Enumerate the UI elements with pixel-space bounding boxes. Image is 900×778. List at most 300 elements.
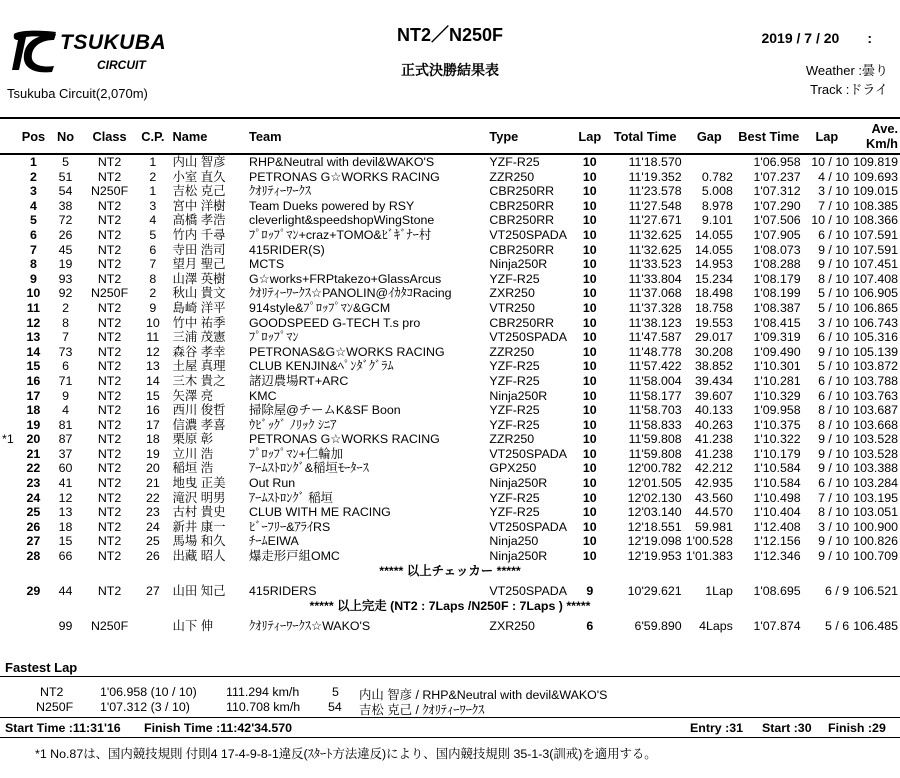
cell-no: 71 xyxy=(58,373,73,388)
cell-best-time: 1'07.905 xyxy=(753,227,801,242)
cell-type: Ninja250 xyxy=(489,534,539,549)
cell-name: 内山 智彦 xyxy=(172,155,226,169)
cell-team: 掃除屋@チームK&SF Boon xyxy=(249,403,401,418)
footer-bottom-divider xyxy=(0,737,900,738)
cell-team: 914style&ﾌﾟﾛｯﾌﾟﾏﾝ&GCM xyxy=(249,300,391,315)
cell-team: ﾁｰﾑEIWA xyxy=(249,534,299,549)
cell-best-time: 1'10.281 xyxy=(753,373,801,388)
cell-total-time: 11'48.778 xyxy=(628,344,682,359)
cell-name: 西川 俊哲 xyxy=(172,403,226,418)
cell-cp: 26 xyxy=(145,549,160,564)
cell-cp: 5 xyxy=(149,227,157,242)
cell-pos: 21 xyxy=(26,446,41,461)
cell-total-time: 11'19.352 xyxy=(628,169,682,184)
cell-lap: 10 xyxy=(582,476,597,491)
table-row xyxy=(0,389,900,404)
table-row xyxy=(0,199,900,214)
cell-name: 滝沢 明男 xyxy=(172,490,226,505)
cell-total-time: 12'00.782 xyxy=(627,461,682,476)
checker-note-row xyxy=(0,564,900,579)
cell-lap: 10 xyxy=(582,403,597,418)
cell-no: 66 xyxy=(58,549,73,564)
cell-gap: 4Laps xyxy=(699,619,733,634)
cell-type: YZF-R25 xyxy=(489,359,540,374)
cell-cp: 13 xyxy=(145,359,160,374)
cell-best-time: 1'10.584 xyxy=(753,461,801,476)
table-row xyxy=(0,418,900,433)
cell-type: CBR250RR xyxy=(489,242,555,257)
cell-lap: 10 xyxy=(582,417,597,432)
cell-ave-speed: 100.826 xyxy=(853,534,898,549)
cell-best-lap: 3 / 10 xyxy=(818,184,850,199)
cell-gap: 15.234 xyxy=(694,271,733,286)
cell-name: 森谷 孝幸 xyxy=(172,344,226,359)
cell-type: GPX250 xyxy=(489,461,537,476)
cell-pos: 9 xyxy=(29,271,37,286)
cell-cp: 18 xyxy=(145,432,160,447)
cell-lap: 10 xyxy=(582,213,597,228)
cell-cp: 25 xyxy=(145,534,160,549)
cell-class: NT2 xyxy=(97,198,122,213)
header-class: Class xyxy=(84,118,135,154)
cell-gap: 14.055 xyxy=(694,227,733,242)
cell-pos xyxy=(20,619,47,634)
cell-cp: 3 xyxy=(149,198,157,213)
cell-type: CBR250RR xyxy=(489,213,555,228)
cell-best-time: 1'07.290 xyxy=(753,198,801,213)
cell-cp: 20 xyxy=(145,461,160,476)
cell-best-time: 1'10.179 xyxy=(753,446,801,461)
table-row xyxy=(0,257,900,272)
cell-best-time: 1'09.319 xyxy=(753,330,801,345)
cell-mark xyxy=(0,403,20,418)
cell-cp: 1 xyxy=(149,155,157,169)
cell-name: 土屋 真理 xyxy=(172,359,226,374)
cell-mark xyxy=(0,584,20,599)
start-count: Start :30 xyxy=(762,721,812,735)
cell-class: NT2 xyxy=(97,300,122,315)
logo-tsukuba-text: TSUKUBA xyxy=(60,31,167,54)
cell-no: 7 xyxy=(62,330,70,345)
cell-name: 高橋 孝浩 xyxy=(172,213,226,228)
cell-class: NT2 xyxy=(97,461,122,476)
cell-name: 三浦 茂憲 xyxy=(172,330,226,345)
cell-cp: 15 xyxy=(145,388,160,403)
cell-team: ﾌﾟﾛｯﾌﾟﾏﾝ+craz+TOMO&ﾋﾞｷﾞﾅｰ村 xyxy=(249,227,432,242)
cell-gap: 14.055 xyxy=(694,242,733,257)
cell-mark xyxy=(0,491,20,506)
cell-lap: 10 xyxy=(582,257,597,272)
header-team: Team xyxy=(247,118,487,154)
cell-best-lap: 8 / 10 xyxy=(818,417,850,432)
cell-team: ﾌﾟﾛｯﾌﾟﾏﾝ xyxy=(249,330,299,345)
cell-cp: 12 xyxy=(145,344,160,359)
table-row xyxy=(0,301,900,316)
table-row xyxy=(0,374,900,389)
cell-mark xyxy=(0,184,20,199)
cell-pos: 17 xyxy=(26,388,41,403)
cell-lap: 10 xyxy=(582,330,597,345)
cell-best-lap: 5 / 10 xyxy=(818,286,850,301)
table-row xyxy=(0,345,900,360)
cell-total-time: 11'37.328 xyxy=(628,300,682,315)
header-best-time: Best Time xyxy=(735,118,803,154)
cell-mark xyxy=(0,549,20,564)
cell-type: VTR250 xyxy=(489,300,535,315)
cell-best-time: 1'10.322 xyxy=(753,432,801,447)
cell-best-time: 1'08.695 xyxy=(753,584,801,599)
cell-class: NT2 xyxy=(97,315,122,330)
cell-cp: 27 xyxy=(145,584,160,599)
cell-cp: 6 xyxy=(149,242,157,257)
cell-mark xyxy=(0,520,20,535)
table-row xyxy=(0,184,900,199)
cell-mark xyxy=(0,199,20,214)
cell-ave-speed: 103.687 xyxy=(853,403,898,418)
cell-team: G☆works+FRPtakezo+GlassArcus xyxy=(249,271,442,286)
cell-pos: 25 xyxy=(26,505,41,520)
cell-lap: 10 xyxy=(582,198,597,213)
cell-pos: 5 xyxy=(29,213,37,228)
fastest-lap-no-n250f: 54 xyxy=(328,700,342,714)
cell-class: N250F xyxy=(90,184,129,199)
cell-cp: 1 xyxy=(149,184,157,199)
cell-name: 栗原 彰 xyxy=(172,432,214,447)
cell-ave-speed: 107.591 xyxy=(853,227,898,242)
cell-gap: 0.782 xyxy=(701,169,733,184)
cell-total-time: 11'18.570 xyxy=(628,155,682,169)
cell-total-time: 11'33.523 xyxy=(628,257,682,272)
fastest-lap-rider-nt2: 内山 智彦 / RHP&Neutral with devil&WAKO'S xyxy=(359,688,608,702)
cell-best-time: 1'10.301 xyxy=(753,359,801,374)
cell-no: 60 xyxy=(58,461,73,476)
cell-lap: 9 xyxy=(586,584,594,599)
page-title: NT2／N250F xyxy=(396,25,504,45)
cell-lap: 10 xyxy=(582,519,597,534)
cell-class: NT2 xyxy=(97,490,122,505)
cell-team: ｳﾋﾞｯｸﾞ ﾉﾘｯｸ ｼﾆｱ xyxy=(249,417,337,432)
cell-best-lap: 7 / 10 xyxy=(818,198,850,213)
cell-best-lap: 4 / 10 xyxy=(818,169,850,184)
cell-no: 18 xyxy=(58,519,73,534)
cell-ave-speed: 106.521 xyxy=(853,584,898,599)
cell-team: CLUB WITH ME RACING xyxy=(249,505,391,520)
cell-mark xyxy=(0,228,20,243)
cell-gap: 38.852 xyxy=(694,359,733,374)
cell-ave-speed: 103.528 xyxy=(853,432,898,447)
cell-pos: 23 xyxy=(26,476,41,491)
cell-gap: 14.953 xyxy=(694,257,733,272)
penalty-footnote: *1 No.87は、国内競技規則 付則4 17-4-9-8-1違反(ｽﾀｰﾄ方法違反)により、国内競技規則 35-1-3(訓戒)を適用する。 xyxy=(35,747,657,761)
cell-lap: 10 xyxy=(582,300,597,315)
start-time: Start Time :11:31'16 xyxy=(5,721,121,735)
fastest-lap-title: Fastest Lap xyxy=(5,660,78,675)
cell-no: 15 xyxy=(58,534,73,549)
fastest-lap-class-nt2: NT2 xyxy=(40,685,64,699)
cell-total-time: 11'32.625 xyxy=(628,242,682,257)
cell-no: 2 xyxy=(62,300,70,315)
cell-name: 三木 貴之 xyxy=(172,373,226,388)
table-row xyxy=(0,316,900,331)
cell-pos: 27 xyxy=(26,534,41,549)
cell-ave-speed: 103.872 xyxy=(853,359,898,374)
table-header-row xyxy=(0,118,900,154)
cell-mark xyxy=(0,316,20,331)
cell-team: CLUB KENJIN&ﾍﾟﾝﾀﾞｸﾞﾗﾑ xyxy=(249,359,394,374)
cell-best-time: 1'07.874 xyxy=(753,619,801,634)
cell-team: ｸｵﾘﾃｨｰﾜｰｸｽ☆WAKO'S xyxy=(249,619,371,634)
cell-best-time: 1'08.199 xyxy=(753,286,801,301)
cell-type: YZF-R25 xyxy=(489,155,540,169)
cell-no: 5 xyxy=(62,155,70,169)
cell-ave-speed: 108.366 xyxy=(853,213,898,228)
cell-no: 51 xyxy=(58,169,73,184)
cell-name: 山田 知己 xyxy=(172,584,226,599)
cell-cp: 22 xyxy=(145,490,160,505)
cell-class: NT2 xyxy=(97,432,122,447)
cell-total-time: 11'23.578 xyxy=(628,184,682,199)
cell-mark xyxy=(0,505,20,520)
cell-type: ZZR250 xyxy=(489,344,535,359)
cell-total-time: 11'58.177 xyxy=(628,388,682,403)
cell-best-lap: 7 / 10 xyxy=(818,490,850,505)
cell-gap: 41.238 xyxy=(694,446,733,461)
cell-ave-speed: 107.591 xyxy=(853,242,898,257)
cell-ave-speed: 103.195 xyxy=(853,490,898,505)
cell-ave-speed: 109.015 xyxy=(853,184,898,199)
cell-lap: 10 xyxy=(582,549,597,564)
cell-class: NT2 xyxy=(97,476,122,491)
cell-name: 古村 貴史 xyxy=(172,505,226,520)
cell-gap: 1'00.528 xyxy=(685,534,733,549)
cell-name: 信濃 孝喜 xyxy=(172,417,226,432)
cell-ave-speed: 105.316 xyxy=(853,330,898,345)
finish-count: Finish :29 xyxy=(828,721,886,735)
cell-name: 出藏 昭人 xyxy=(172,549,226,564)
cell-best-time: 1'10.329 xyxy=(753,388,801,403)
cell-gap: 18.498 xyxy=(694,286,733,301)
cell-gap: 29.017 xyxy=(694,330,733,345)
table-row xyxy=(0,228,900,243)
cell-lap: 10 xyxy=(582,271,597,286)
cell-type: YZF-R25 xyxy=(489,373,540,388)
header-cp: C.P. xyxy=(135,118,170,154)
cell-ave-speed: 103.668 xyxy=(853,417,898,432)
cell-name: 竹内 千尋 xyxy=(172,227,226,242)
cell-cp: 7 xyxy=(149,257,157,272)
cell-name: 稲垣 浩 xyxy=(172,461,214,476)
fastest-lap-speed-n250f: 110.708 km/h xyxy=(226,700,301,714)
cell-best-lap: 9 / 10 xyxy=(818,549,850,564)
cell-total-time: 12'19.098 xyxy=(627,534,682,549)
cell-pos: 18 xyxy=(26,403,41,418)
cell-best-lap: 9 / 10 xyxy=(818,461,850,476)
cell-name: 宮中 洋樹 xyxy=(172,198,226,213)
cell-no: 41 xyxy=(58,476,73,491)
cell-pos: 6 xyxy=(29,227,37,242)
cell-class: NT2 xyxy=(97,534,122,549)
cell-ave-speed: 105.139 xyxy=(853,344,898,359)
checker-note: ***** 以上チェッカー ***** xyxy=(379,563,521,578)
cell-mark xyxy=(0,534,20,549)
cell-total-time: 11'27.671 xyxy=(628,213,682,228)
cell-lap: 10 xyxy=(582,184,597,199)
entry-count: Entry :31 xyxy=(690,721,744,735)
table-row xyxy=(0,170,900,185)
cell-name: 秋山 貴文 xyxy=(172,286,226,301)
race-date: 2019 / 7 / 20 : xyxy=(761,30,872,46)
cell-pos: 2 xyxy=(29,169,37,184)
cell-pos: 13 xyxy=(26,330,41,345)
footer-top-divider xyxy=(0,717,900,718)
cell-best-time: 1'10.498 xyxy=(753,490,801,505)
fastest-lap-speed-nt2: 111.294 km/h xyxy=(226,685,300,699)
cell-no: 38 xyxy=(58,198,73,213)
table-row xyxy=(0,359,900,374)
cell-cp: 16 xyxy=(145,403,160,418)
cell-pos: 26 xyxy=(26,519,41,534)
cell-total-time: 11'59.808 xyxy=(628,446,682,461)
cell-no: 13 xyxy=(58,505,73,520)
cell-type: CBR250RR xyxy=(489,315,555,330)
cell-best-time: 1'10.375 xyxy=(753,417,801,432)
cell-type: ZXR250 xyxy=(489,619,535,634)
cell-name: 矢澤 亮 xyxy=(172,388,214,403)
cell-mark: *1 xyxy=(2,432,14,447)
cell-best-lap: 6 / 10 xyxy=(818,373,850,388)
cell-team: ｸｵﾘﾃｨｰﾜｰｸｽ☆PANOLIN@ｲｶﾀｺRacing xyxy=(249,286,452,301)
cell-best-lap: 8 / 10 xyxy=(818,271,850,286)
cell-gap: 39.607 xyxy=(694,388,733,403)
cell-mark xyxy=(0,170,20,185)
cell-ave-speed: 103.528 xyxy=(853,446,898,461)
cell-total-time: 12'02.130 xyxy=(627,490,682,505)
cell-ave-speed: 106.905 xyxy=(853,286,898,301)
cell-total-time: 12'19.953 xyxy=(627,549,682,564)
cell-cp: 14 xyxy=(145,373,160,388)
cell-pos: 10 xyxy=(26,286,41,301)
cell-type: Ninja250R xyxy=(489,476,548,491)
finish-note-row xyxy=(0,599,900,614)
cell-cp: 2 xyxy=(149,286,157,301)
cell-type: VT250SPADA xyxy=(489,519,567,534)
cell-ave-speed: 103.388 xyxy=(853,461,898,476)
cell-name: 立川 浩 xyxy=(172,446,214,461)
cell-name: 馬場 和久 xyxy=(172,534,226,549)
table-row xyxy=(0,403,900,418)
table-row xyxy=(0,461,900,476)
cell-no: 87 xyxy=(58,432,73,447)
fastest-lap-time-n250f: 1'07.312 (3 / 10) xyxy=(100,700,190,714)
cell-best-time: 1'10.404 xyxy=(753,505,801,520)
cell-best-time: 1'08.073 xyxy=(753,242,801,257)
cell-ave-speed: 103.763 xyxy=(853,388,898,403)
cell-ave-speed: 106.743 xyxy=(853,315,898,330)
fastest-lap-rider-n250f: 吉松 克己 / ｸｵﾘﾃｨｰﾜｰｸｽ xyxy=(359,703,485,717)
cell-team: 415RIDERS xyxy=(249,584,317,599)
cell-pos: 11 xyxy=(26,300,40,315)
cell-lap: 10 xyxy=(582,490,597,505)
cell-pos: 14 xyxy=(26,344,41,359)
cell-best-lap: 8 / 10 xyxy=(818,403,850,418)
cell-best-time: 1'07.312 xyxy=(753,184,801,199)
finish-time: Finish Time :11:42'34.570 xyxy=(144,721,293,735)
cell-class: N250F xyxy=(90,286,129,301)
header-lap: Lap xyxy=(573,118,606,154)
cell-mark xyxy=(0,476,20,491)
cell-mark xyxy=(0,345,20,360)
cell-ave-speed: 103.051 xyxy=(853,505,898,520)
cell-no: 37 xyxy=(58,446,73,461)
table-row xyxy=(0,549,900,564)
cell-best-lap: 3 / 10 xyxy=(818,315,850,330)
table-row xyxy=(0,534,900,549)
cell-class: N250F xyxy=(90,619,129,634)
cell-cp: 21 xyxy=(145,476,160,491)
cell-cp: 11 xyxy=(146,330,160,345)
cell-best-lap: 9 / 10 xyxy=(818,257,850,272)
cell-team: RHP&Neutral with devil&WAKO'S xyxy=(249,155,435,169)
header-best-lap: Lap xyxy=(803,118,851,154)
page-subtitle: 正式決勝結果表 xyxy=(401,62,499,78)
header-ave-speed: Ave. Km/h xyxy=(851,118,900,154)
header-total-time: Total Time xyxy=(607,118,684,154)
cell-best-time: 1'12.156 xyxy=(753,534,801,549)
cell-type: ZZR250 xyxy=(489,432,535,447)
cell-no: 81 xyxy=(58,417,73,432)
cell-no: 99 xyxy=(58,619,73,634)
header-name: Name xyxy=(171,118,247,154)
cell-mark xyxy=(0,418,20,433)
cell-best-lap: 9 / 10 xyxy=(818,534,850,549)
cell-mark xyxy=(0,330,20,345)
cell-total-time: 11'58.703 xyxy=(628,403,682,418)
cell-team: PETRONAS&G☆WORKS RACING xyxy=(249,344,445,359)
cell-pos: 7 xyxy=(29,242,37,257)
cell-type: YZF-R25 xyxy=(489,403,540,418)
cell-lap: 10 xyxy=(582,315,597,330)
cell-lap: 10 xyxy=(582,169,597,184)
cell-pos: 12 xyxy=(26,315,41,330)
cell-no: 45 xyxy=(58,242,73,257)
cell-class: NT2 xyxy=(97,344,122,359)
cell-pos: 22 xyxy=(26,461,41,476)
cell-class: NT2 xyxy=(97,257,122,272)
cell-best-time: 1'08.288 xyxy=(753,257,801,272)
cell-pos: 15 xyxy=(26,359,41,374)
cell-best-lap: 6 / 10 xyxy=(818,476,850,491)
cell-name: 新井 康一 xyxy=(172,519,226,534)
cell-best-lap: 10 / 10 xyxy=(811,213,850,228)
cell-class: NT2 xyxy=(97,388,122,403)
cell-ave-speed: 107.408 xyxy=(853,271,898,286)
cell-no: 72 xyxy=(58,213,73,228)
cell-cp: 9 xyxy=(149,300,157,315)
header-pos-mark xyxy=(0,118,20,154)
cell-team: PETRONAS G☆WORKS RACING xyxy=(249,169,440,184)
cell-class: NT2 xyxy=(97,403,122,418)
cell-team: 415RIDER(S) xyxy=(249,242,325,257)
cell-best-lap: 5 / 6 xyxy=(824,619,850,634)
cell-team: ﾌﾟﾛｯﾌﾟﾏﾝ+仁輪加 xyxy=(249,446,343,461)
cell-name: 小室 直久 xyxy=(172,169,226,184)
cell-mark xyxy=(0,389,20,404)
cell-no: 9 xyxy=(62,388,70,403)
cell-total-time: 11'32.625 xyxy=(628,227,682,242)
cell-ave-speed: 100.709 xyxy=(853,549,898,564)
table-row xyxy=(0,154,900,170)
cell-lap: 10 xyxy=(582,461,597,476)
